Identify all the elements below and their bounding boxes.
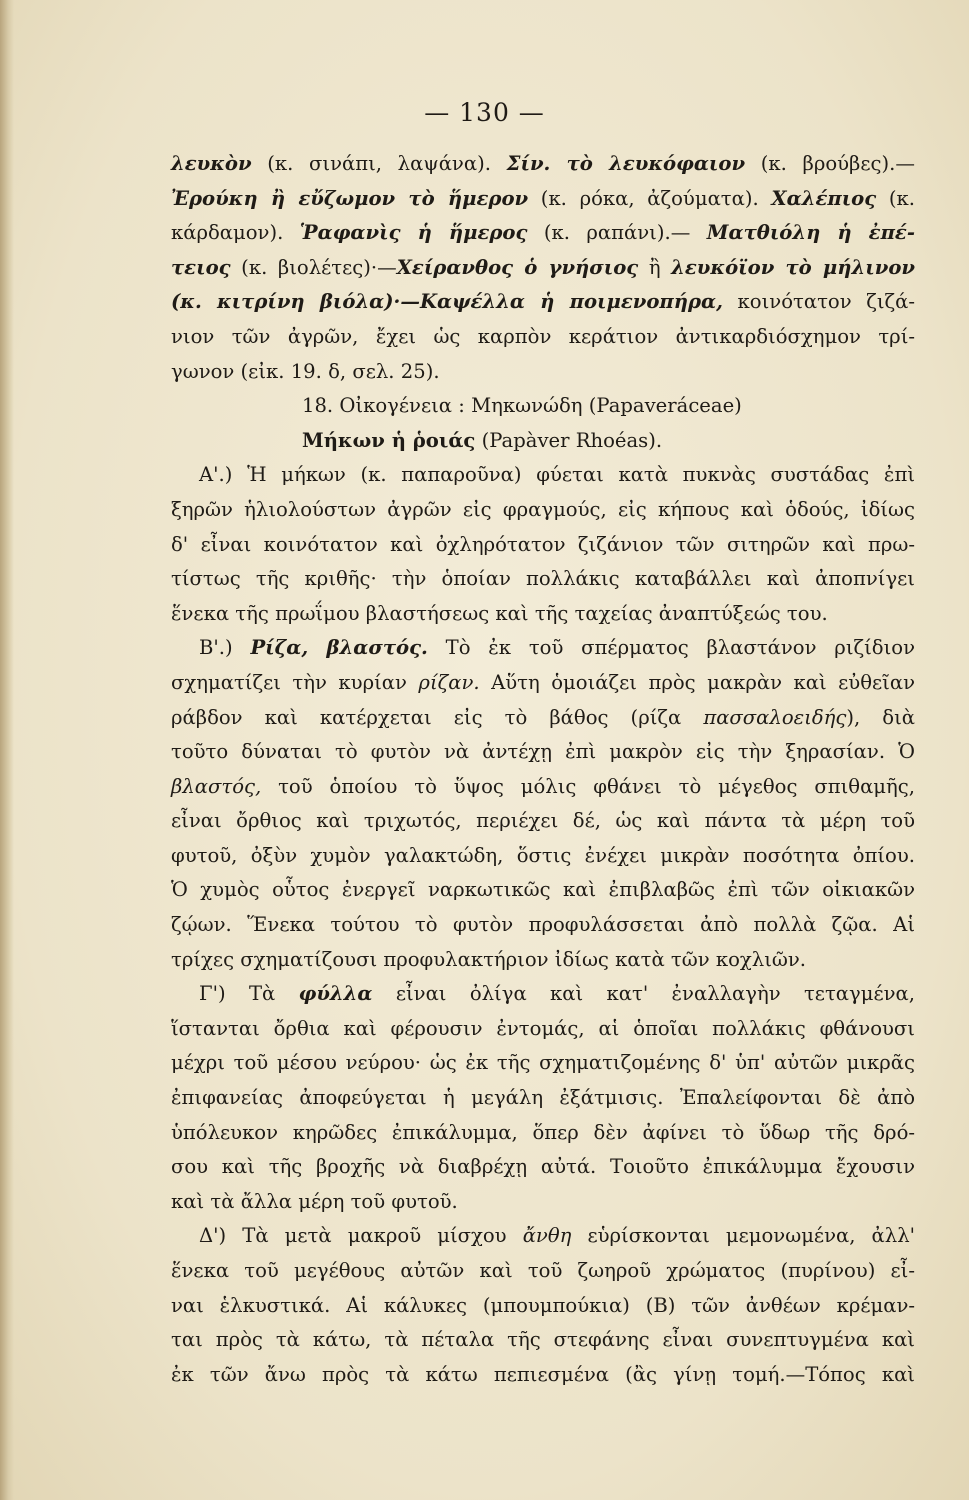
text-run: φυτοῦ, ὀξὺν χυμὸν γαλακτώδη, ὅστις ἐνέχει μικρὰν ποσότητα ὀπίου.: [171, 843, 915, 867]
text-run: 18. Οἰκογένεια : Μηκωνώδη (Papaveráceae): [302, 394, 742, 418]
page-number: — 130 —: [424, 98, 545, 127]
text-run: ξηρῶν ἡλιολούστων ἀγρῶν εἰς φραγμούς, εἰς κήπους καὶ ὁδούς, ἰδίως: [171, 497, 915, 521]
text-run: ἵστανται ὄρθια καὶ φέρουσιν ἐντομάς, αἱ ὁποῖαι πολλάκις φθάνουσι: [171, 1016, 915, 1040]
text-line: [171, 631, 915, 666]
text-run: ται πρὸς τὰ κάτω, τὰ πέταλα τῆς στεφάνης εἶναι συνεπτυγμένα καὶ: [171, 1328, 915, 1352]
text-line: [171, 873, 915, 908]
text-line: [171, 147, 915, 182]
text-line: [171, 1116, 915, 1151]
text-line: [171, 1289, 915, 1324]
text-run: Β'.): [199, 636, 251, 660]
page-binding-edge: [0, 0, 14, 1500]
text-line: [171, 285, 915, 320]
text-line: [171, 251, 915, 286]
text-line: [171, 735, 915, 770]
text-run: κοινότατον ζιζά-: [722, 290, 915, 314]
text-run: ἕνεκα τοῦ μεγέθους αὐτῶν καὶ τοῦ ζωηροῦ χρώματος (πυρίνου) εἶ-: [171, 1259, 915, 1282]
text-line: [171, 562, 915, 597]
emphasized-text: βλαστός,: [171, 774, 262, 798]
text-run: σχηματίζει τὴν κυρίαν: [171, 670, 419, 694]
text-line: [171, 182, 915, 217]
text-run: Α'.) Ἡ μήκων (κ. παπαροῦνα) φύεται κατὰ πυκνὰς συστάδας ἐπὶ: [199, 463, 915, 487]
text-run: (κ. βιολέτες)·—: [230, 255, 397, 279]
text-run: Γ') Τὰ: [199, 982, 299, 1006]
text-run: (κ. βρούβες).—: [745, 152, 915, 175]
text-run: ζῴων. Ἕνεκα τούτου τὸ φυτὸν προφυλάσσεται ἀπὸ πολλὰ ζῷα. Αἱ: [171, 913, 915, 937]
text-run: εὑρίσκονται μεμονωμένα, ἀλλ': [571, 1224, 915, 1248]
text-run: ναι ἑλκυστικά. Αἱ κάλυκες (μπουμπούκια) (Β) τῶν ἀνθέων κρέμαν-: [171, 1293, 915, 1317]
text-run: σου καὶ τῆς βροχῆς νὰ διαβρέχῃ αὐτά. Τοιοῦτο ἐπικάλυμμα ἔχουσιν: [171, 1155, 915, 1179]
text-line: [171, 1254, 915, 1289]
text-run: ἕνεκα τῆς πρωΐμου βλαστήσεως καὶ τῆς ταχείας ἀναπτύξεώς του.: [171, 601, 828, 625]
text-run: ἢ: [638, 255, 672, 279]
emphasized-text: Χείρανθος ὁ γνήσιος: [396, 255, 639, 279]
emphasized-text: λευκόϊον τὸ μήλινον: [671, 255, 915, 279]
text-run: Ὁ χυμὸς οὗτος ἐνεργεῖ ναρκωτικῶς καὶ ἐπιβλαβῶς ἐπὶ τῶν οἰκιακῶν: [171, 878, 915, 902]
text-line: [171, 458, 915, 493]
text-run: ὑπόλευκον κηρῶδες ἐπικάλυμμα, ὅπερ δὲν ἀφίνει τὸ ὕδωρ τῆς δρό-: [171, 1120, 915, 1144]
text-run: τρίχες σχηματίζουσι προφυλακτήριον ἰδίως κατὰ τῶν κοχλιῶν.: [171, 947, 806, 971]
text-run: ἐκ τῶν ἄνω πρὸς τὰ κάτω πεπιεσμένα (ἂς γίνῃ τομή.—Τόπος καὶ: [171, 1362, 915, 1386]
text-run: εἶναι ὄρθιος καὶ τριχωτός, περιέχει δέ, ὡς καὶ πάντα τὰ μέρη τοῦ: [171, 809, 915, 833]
text-line: [171, 804, 915, 839]
text-line: [171, 216, 915, 251]
text-line: [171, 908, 915, 943]
text-run: (κ. ρόκα, ἀζούματα).: [528, 186, 772, 210]
text-run: κάρδαμον).: [171, 221, 300, 245]
text-line: [171, 424, 915, 459]
text-line: [171, 839, 915, 874]
text-line: [171, 1185, 915, 1220]
text-run: (κ. ραπάνι).—: [527, 221, 707, 245]
text-line: [171, 1323, 915, 1358]
emphasized-text: (κ. κιτρίνη βιόλα)·—Καψέλλα ἡ ποιμενοπήρα,: [171, 290, 723, 314]
text-run: (κ.: [876, 186, 915, 210]
text-line: [171, 1046, 915, 1081]
emphasized-text: φύλλα: [298, 982, 373, 1006]
emphasized-text: Σίν. τὸ λευκόφαιον: [506, 152, 746, 175]
text-line: [171, 666, 915, 701]
emphasized-text: Ἐρούκη ἢ εὔζωμον τὸ ἥμερον: [171, 186, 529, 210]
text-run: γωνον (εἰκ. 19. δ, σελ. 25).: [171, 359, 440, 383]
emphasized-text: ρίζαν.: [418, 670, 480, 694]
text-run: νιον τῶν ἀγρῶν, ἔχει ὡς καρπὸν κεράτιον ἀντικαρδιόσχημον τρί-: [171, 324, 915, 348]
text-run: ), διὰ: [846, 705, 916, 729]
emphasized-text: Ῥαφανὶς ἡ ἥμερος: [299, 221, 528, 245]
text-line: [171, 943, 915, 978]
text-run: δ' εἶναι κοινότατον καὶ ὀχληρότατον ζιζάνιον τῶν σιτηρῶν καὶ πρω-: [171, 532, 915, 556]
emphasized-text: Χαλέπιος: [771, 186, 877, 210]
text-line: [171, 1081, 915, 1116]
text-run: τοῦ ὁποίου τὸ ὕψος μόλις φθάνει τὸ μέγεθος σπιθαμῆς,: [261, 774, 915, 798]
text-line: [171, 597, 915, 632]
emphasized-text: τειος: [171, 255, 231, 279]
text-line: [171, 1358, 915, 1393]
text-run: εἶναι ὀλίγα καὶ κατ' ἐναλλαγὴν τεταγμένα,: [372, 982, 915, 1006]
text-run: τίστως τῆς κριθῆς· τὴν ὁποίαν πολλάκις καταβάλλει καὶ ἀποπνίγει: [171, 567, 915, 591]
text-line: [171, 320, 915, 355]
body-text: [171, 147, 915, 1392]
text-line: [171, 1219, 915, 1254]
emphasized-text: λευκὸν: [171, 152, 252, 175]
text-line: [171, 770, 915, 805]
text-run: μέχρι τοῦ μέσου νεύρου· ὡς ἐκ τῆς σχηματιζομένης δ' ὑπ' αὐτῶν μικρᾶς: [171, 1051, 915, 1075]
text-line: [171, 1150, 915, 1185]
text-line: [171, 1012, 915, 1047]
text-line: [171, 493, 915, 528]
text-run: καὶ τὰ ἄλλα μέρη τοῦ φυτοῦ.: [171, 1189, 458, 1213]
emphasized-text: πασσαλοειδής: [703, 705, 847, 729]
text-run: ράβδον καὶ κατέρχεται εἰς τὸ βάθος (ρίζα: [171, 705, 704, 729]
emphasized-text: ἄνθη: [522, 1224, 572, 1248]
text-run: (Papàver Rhoéas).: [475, 428, 663, 452]
text-run: Δ') Τὰ μετὰ μακροῦ μίσχου: [199, 1224, 523, 1248]
text-run: Τὸ ἐκ τοῦ σπέρματος βλαστάνον ριζίδιον: [427, 636, 915, 660]
emphasized-text: Ρίζα, βλαστός.: [250, 636, 428, 660]
text-line: [171, 389, 915, 424]
emphasized-text: Ματθιόλη ἡ ἐπέ-: [706, 221, 915, 245]
text-line: [171, 701, 915, 736]
text-run: τοῦτο δύναται τὸ φυτὸν νὰ ἀντέχῃ ἐπὶ μακρὸν εἰς τὴν ξηρασίαν. Ὁ: [171, 740, 915, 764]
text-line: [171, 528, 915, 563]
text-line: [171, 977, 915, 1012]
text-run: ἐπιφανείας ἀποφεύγεται ἡ μεγάλη ἐξάτμισις. Ἐπαλείφονται δὲ ἀπὸ: [171, 1086, 915, 1110]
text-run: Αὕτη ὁμοιάζει πρὸς μακρὰν καὶ εὐθεῖαν: [479, 670, 915, 694]
emphasized-text: Μήκων ἡ ῥοιάς: [302, 428, 476, 452]
text-run: (κ. σινάπι, λαψάνα).: [251, 152, 507, 175]
text-line: [171, 355, 915, 390]
